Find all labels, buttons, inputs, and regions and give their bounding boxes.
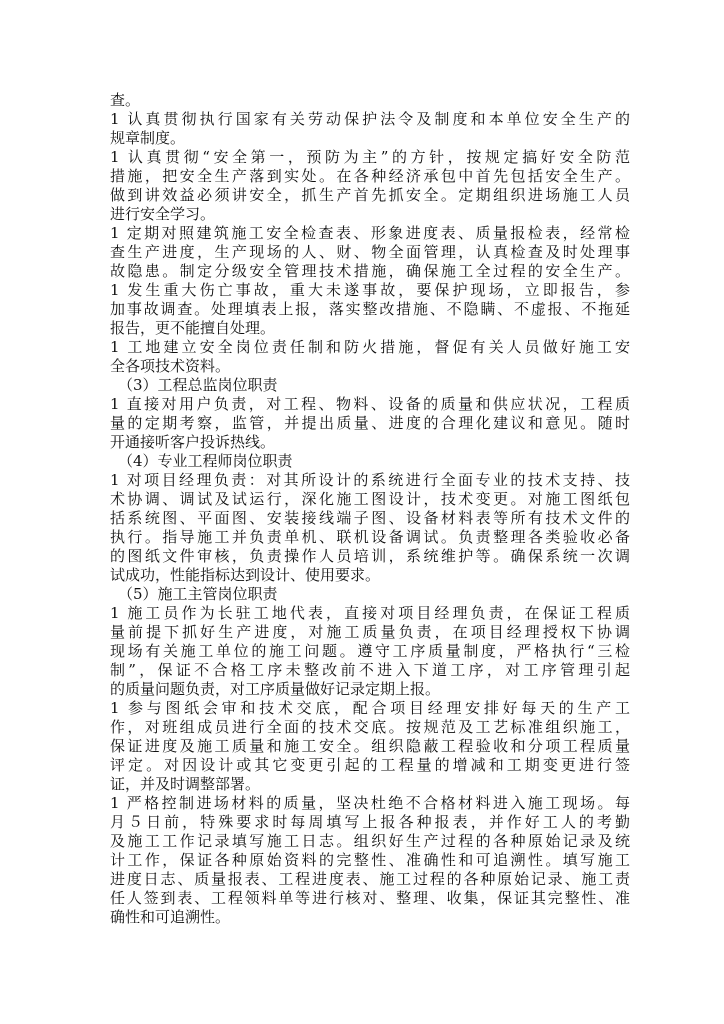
- document-page: [110, 91, 630, 927]
- body-text-line: 故隐患。制定分级安全管理技术措施，确保施工全过程的安全生产。: [110, 262, 630, 280]
- body-text-line: 措施，把安全生产落到实处。在各种经济承包中首先包括安全生产。: [110, 167, 630, 185]
- body-text-line: 查生产进度，生产现场的人、财、物全面管理，认真检查及时处理事: [110, 243, 630, 261]
- body-text-line: 括系统图、平面图、安装接线端子图、设备材料表等所有技术文件的: [110, 509, 630, 527]
- body-text-line: 查。: [110, 91, 141, 109]
- body-text-line: 量前提下抓好生产进度，对施工质量负责，在项目经理授权下协调: [110, 623, 630, 641]
- body-text-line: 1 发生重大伤亡事故，重大未遂事故，要保护现场，立即报告，参: [110, 281, 630, 299]
- body-text-line: 开通接听客户投诉热线。: [110, 433, 276, 451]
- body-text-line: 的质量问题负责，对工序质量做好记录定期上报。: [110, 680, 441, 698]
- body-text-line: 1 施工员作为长驻工地代表，直接对项目经理负责，在保证工程质: [110, 604, 630, 622]
- body-text-line: 任人签到表、工程领料单等进行核对、整理、收集，保证其完整性、准: [110, 889, 630, 907]
- body-text-line: 全各项技术资料。: [110, 357, 231, 375]
- body-text-line: 制”，保证不合格工序未整改前不进入下道工序，对工序管理引起: [110, 661, 630, 679]
- body-text-line: 加事故调查。处理填表上报，落实整改措施、不隐瞒、不虚报、不拖延: [110, 300, 630, 318]
- body-text-line: 确性和可追溯性。: [110, 908, 231, 926]
- body-text-line: 试成功，性能指标达到设计、使用要求。: [110, 566, 381, 584]
- body-text-line: 进行安全学习。: [110, 205, 216, 223]
- body-text-line: 作，对班组成员进行全面的技术交底。按规范及工艺标准组织施工，: [110, 718, 630, 736]
- body-text-line: 执行。指导施工并负责单机、联机设备调试。负责整理各类验收必备: [110, 528, 630, 546]
- body-text-line: 1 对项目经理负责：对其所设计的系统进行全面专业的技术支持、技: [110, 471, 630, 489]
- body-text-line: 计工作，保证各种原始资料的完整性、准确性和可追溯性。填写施工: [110, 851, 630, 869]
- body-text-line: 1 定期对照建筑施工安全检查表、形象进度表、质量报检表，经常检: [110, 224, 630, 242]
- body-text-line: 规章制度。: [110, 129, 186, 147]
- body-text-line: 月５日前，特殊要求时每周填写上报各种报表，并作好工人的考勤: [110, 813, 630, 831]
- body-text-line: 1 认真贯彻“安全第一，预防为主”的方针，按规定搞好安全防范: [110, 148, 630, 166]
- body-text-line: 1 严格控制进场材料的质量，坚决杜绝不合格材料进入施工现场。每: [110, 794, 630, 812]
- body-text-line: 进度日志、质量报表、工程进度表、施工过程的各种原始记录、施工责: [110, 870, 630, 888]
- section-heading: （3）工程总监岗位职责: [118, 376, 278, 394]
- body-text-line: 做到讲效益必须讲安全，抓生产首先抓安全。定期组织进场施工人员: [110, 186, 630, 204]
- body-text-line: 保证进度及施工质量和施工安全。组织隐蔽工程验收和分项工程质量: [110, 737, 630, 755]
- body-text-line: 现场有关施工单位的施工问题。遵守工序质量制度，严格执行“三检: [110, 642, 630, 660]
- body-text-line: 评定。对因设计或其它变更引起的工程量的增减和工期变更进行签: [110, 756, 630, 774]
- section-heading: （5）施工主管岗位职责: [118, 585, 278, 603]
- body-text-line: 术协调、调试及试运行，深化施工图设计，技术变更。对施工图纸包: [110, 490, 630, 508]
- section-heading: （4）专业工程师岗位职责: [118, 452, 293, 470]
- body-text-line: 量的定期考察，监管，并提出质量、进度的合理化建议和意见。随时: [110, 414, 630, 432]
- body-text-line: 证，并及时调整部署。: [110, 775, 261, 793]
- body-text-line: 报告，更不能擅自处理。: [110, 319, 276, 337]
- body-text-line: 1 直接对用户负责，对工程、物料、设备的质量和供应状况，工程质: [110, 395, 630, 413]
- body-text-line: 的图纸文件审核，负责操作人员培训，系统维护等。确保系统一次调: [110, 547, 630, 565]
- body-text-line: 1 参与图纸会审和技术交底，配合项目经理安排好每天的生产工: [110, 699, 630, 717]
- body-text-line: 及施工工作记录填写施工日志。组织好生产过程的各种原始记录及统: [110, 832, 630, 850]
- body-text-line: 1 认真贯彻执行国家有关劳动保护法令及制度和本单位安全生产的: [110, 110, 630, 128]
- body-text-line: 1 工地建立安全岗位责任制和防火措施，督促有关人员做好施工安: [110, 338, 630, 356]
